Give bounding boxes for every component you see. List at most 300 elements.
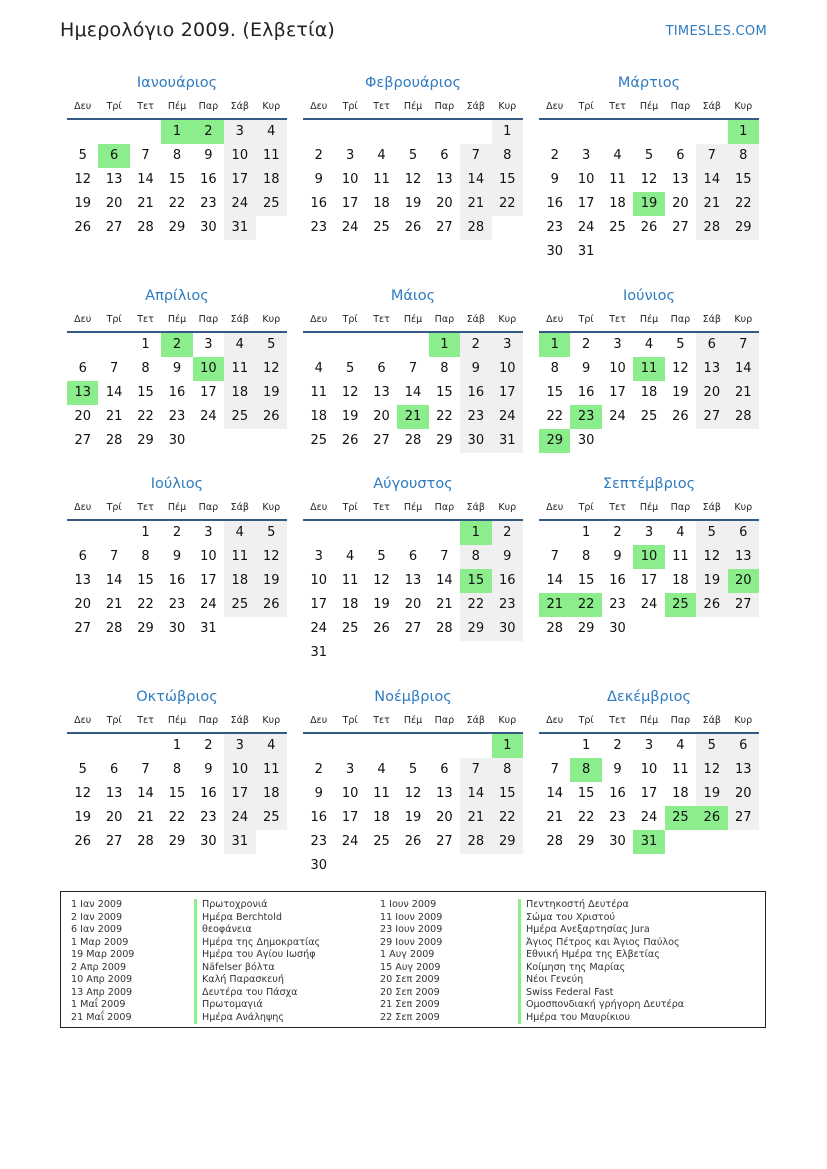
empty-cell xyxy=(539,734,570,758)
day-cell: 2 xyxy=(492,521,523,545)
weekday-label: Παρ xyxy=(434,502,455,513)
day-cell: 17 xyxy=(200,573,217,588)
day-cell: 13 xyxy=(105,786,123,801)
day-cell: 24 xyxy=(310,621,327,636)
day-cell: 18 xyxy=(224,381,255,405)
day-cell: 11 xyxy=(373,172,390,187)
day-cell: 27 xyxy=(373,433,390,448)
holiday-dates-column-1 xyxy=(71,899,134,1024)
day-cell: 15 xyxy=(577,786,595,801)
day-cell: 4 xyxy=(256,120,287,144)
day-cell: 16 xyxy=(609,786,626,801)
day-cell: 30 xyxy=(310,858,327,873)
day-cell: 28 xyxy=(728,405,759,429)
days-grid xyxy=(539,521,759,641)
weekday-label: Δευ xyxy=(310,314,328,325)
day-cell: 27 xyxy=(105,834,123,849)
day-cell: 3 xyxy=(581,148,591,163)
day-cell: 18 xyxy=(373,810,390,825)
holiday-day-cell: 25 xyxy=(665,593,696,617)
day-cell: 24 xyxy=(224,192,255,216)
day-cell: 8 xyxy=(141,361,150,376)
weekday-label: Σάβ xyxy=(230,715,249,726)
day-cell: 2 xyxy=(613,738,622,753)
day-cell: 18 xyxy=(256,168,287,192)
day-cell: 26 xyxy=(404,834,422,849)
day-cell: 6 xyxy=(676,148,685,163)
day-cell: 9 xyxy=(172,361,182,376)
empty-cell xyxy=(303,333,334,357)
weekday-label: Πέμ xyxy=(167,502,187,513)
weekday-label: Παρ xyxy=(198,502,219,513)
holiday-name: Πρωτομαγιά xyxy=(194,999,320,1012)
empty-cell xyxy=(98,734,129,758)
day-cell: 8 xyxy=(492,144,523,168)
holiday-day-cell: 1 xyxy=(539,333,570,357)
holiday-name: Δευτέρα του Πάσχα xyxy=(194,987,320,1000)
month-calendar xyxy=(67,283,287,471)
day-cell: 12 xyxy=(404,786,422,801)
days-grid xyxy=(303,734,523,878)
day-cell: 18 xyxy=(672,573,689,588)
day-cell: 23 xyxy=(492,593,523,617)
day-cell: 26 xyxy=(74,834,91,849)
day-cell: 4 xyxy=(644,337,654,352)
site-link[interactable]: TIMESLES.COM xyxy=(665,24,767,39)
weekday-label: Δευ xyxy=(546,715,564,726)
holiday-date: 15 Αυγ 2009 xyxy=(380,961,441,973)
holiday-day-cell: 10 xyxy=(633,545,664,569)
day-cell: 30 xyxy=(577,433,595,448)
holiday-names-column-1 xyxy=(194,899,320,1024)
holiday-date: 1 Μαΐ 2009 xyxy=(71,999,126,1010)
holiday-day-cell: 22 xyxy=(570,593,601,617)
day-cell: 5 xyxy=(345,361,355,376)
weekday-label: Σάβ xyxy=(466,314,485,325)
day-cell: 28 xyxy=(546,621,563,636)
weekday-label: Δευ xyxy=(310,715,328,726)
holiday-name: Σώμα του Χριστού xyxy=(518,912,684,925)
weekday-label: Δευ xyxy=(74,502,92,513)
day-cell: 15 xyxy=(137,385,154,400)
day-cell: 28 xyxy=(137,220,154,235)
day-cell: 18 xyxy=(373,196,390,211)
weekday-label: Τρί xyxy=(106,502,122,513)
day-cell: 10 xyxy=(341,786,359,801)
month-name: Μάρτιος xyxy=(617,75,681,91)
day-cell: 25 xyxy=(373,220,390,235)
empty-cell xyxy=(334,521,365,545)
day-cell: 5 xyxy=(696,734,727,758)
day-cell: 12 xyxy=(404,172,422,187)
day-cell: 3 xyxy=(204,525,213,540)
days-grid xyxy=(67,734,287,854)
month-calendar xyxy=(67,684,287,874)
day-cell: 14 xyxy=(137,786,154,801)
day-cell: 21 xyxy=(137,196,154,211)
day-cell: 21 xyxy=(696,192,727,216)
holiday-date: 10 Απρ 2009 xyxy=(71,974,133,985)
day-cell: 3 xyxy=(345,762,355,777)
holiday-name: Swiss Federal Fast xyxy=(518,987,684,1000)
day-cell: 19 xyxy=(696,782,727,806)
day-cell: 22 xyxy=(492,192,523,216)
weekday-label: Τρί xyxy=(578,715,594,726)
day-cell: 19 xyxy=(341,409,359,424)
weekday-label: Τρί xyxy=(342,314,358,325)
day-cell: 10 xyxy=(310,573,327,588)
day-cell: 4 xyxy=(676,525,685,540)
day-cell: 31 xyxy=(577,244,595,259)
empty-cell xyxy=(539,120,570,144)
weekday-label: Τρί xyxy=(578,314,594,325)
day-cell: 28 xyxy=(460,830,491,854)
day-cell: 17 xyxy=(577,196,595,211)
day-cell: 28 xyxy=(105,433,123,448)
day-cell: 27 xyxy=(436,834,453,849)
day-cell: 15 xyxy=(492,168,523,192)
day-cell: 26 xyxy=(640,220,658,235)
month-calendar xyxy=(303,70,523,283)
weekday-label: Δευ xyxy=(74,715,92,726)
day-cell: 14 xyxy=(460,168,491,192)
holiday-day-cell: 2 xyxy=(193,120,224,144)
day-cell: 16 xyxy=(168,573,186,588)
weekday-header xyxy=(67,309,287,333)
day-cell: 12 xyxy=(640,172,658,187)
day-cell: 18 xyxy=(672,786,689,801)
day-cell: 16 xyxy=(546,196,563,211)
day-cell: 4 xyxy=(224,333,255,357)
day-cell: 15 xyxy=(577,573,595,588)
holiday-day-cell: 21 xyxy=(397,405,428,429)
day-cell: 23 xyxy=(200,810,217,825)
weekday-label: Κυρ xyxy=(498,715,517,726)
weekday-label: Παρ xyxy=(434,715,455,726)
empty-cell xyxy=(334,734,365,758)
day-cell: 11 xyxy=(310,385,327,400)
day-cell: 17 xyxy=(640,786,658,801)
weekday-label: Σάβ xyxy=(230,101,249,112)
weekday-label: Τρί xyxy=(342,101,358,112)
day-cell: 19 xyxy=(404,810,422,825)
day-cell: 12 xyxy=(256,357,287,381)
day-cell: 28 xyxy=(696,216,727,240)
day-cell: 27 xyxy=(105,220,123,235)
day-cell: 24 xyxy=(640,810,658,825)
day-cell: 2 xyxy=(581,337,591,352)
day-cell: 4 xyxy=(314,361,323,376)
day-cell: 16 xyxy=(200,172,217,187)
day-cell: 8 xyxy=(550,361,559,376)
weekday-label: Τετ xyxy=(373,502,390,513)
day-cell: 15 xyxy=(168,172,186,187)
weekday-label: Τρί xyxy=(106,314,122,325)
day-cell: 29 xyxy=(168,220,186,235)
day-cell: 18 xyxy=(310,409,327,424)
day-cell: 19 xyxy=(672,385,689,400)
holiday-day-cell: 19 xyxy=(633,192,664,216)
day-cell: 28 xyxy=(137,834,154,849)
day-cell: 12 xyxy=(341,385,359,400)
day-cell: 7 xyxy=(109,361,119,376)
day-cell: 3 xyxy=(644,525,654,540)
empty-cell xyxy=(98,521,129,545)
day-cell: 29 xyxy=(577,621,595,636)
day-cell: 9 xyxy=(204,148,213,163)
holiday-day-cell: 11 xyxy=(633,357,664,381)
day-cell: 14 xyxy=(137,172,154,187)
day-cell: 15 xyxy=(168,786,186,801)
day-cell: 21 xyxy=(728,381,759,405)
day-cell: 13 xyxy=(74,573,91,588)
weekday-label: Παρ xyxy=(670,101,691,112)
day-cell: 23 xyxy=(200,196,217,211)
holiday-date: 1 Μαρ 2009 xyxy=(71,936,129,948)
day-cell: 29 xyxy=(728,216,759,240)
day-cell: 25 xyxy=(224,405,255,429)
weekday-header xyxy=(303,710,523,734)
day-cell: 12 xyxy=(74,172,91,187)
holiday-day-cell: 2 xyxy=(161,333,192,357)
day-cell: 15 xyxy=(492,782,523,806)
holiday-day-cell: 31 xyxy=(633,830,664,854)
weekday-label: Παρ xyxy=(198,314,219,325)
empty-cell xyxy=(460,120,491,144)
day-cell: 27 xyxy=(74,433,91,448)
day-cell: 17 xyxy=(341,196,359,211)
holiday-date: 20 Σεπ 2009 xyxy=(380,986,440,998)
day-cell: 29 xyxy=(492,830,523,854)
holiday-day-cell: 1 xyxy=(728,120,759,144)
day-cell: 23 xyxy=(310,834,327,849)
holiday-name: Κοίμηση της Μαρίας xyxy=(518,962,684,975)
weekday-label: Δευ xyxy=(310,502,328,513)
day-cell: 21 xyxy=(460,806,491,830)
holiday-day-cell: 6 xyxy=(98,144,129,168)
day-cell: 14 xyxy=(460,782,491,806)
day-cell: 30 xyxy=(200,220,217,235)
holiday-day-cell: 1 xyxy=(492,734,523,758)
day-cell: 29 xyxy=(137,433,154,448)
day-cell: 7 xyxy=(696,144,727,168)
day-cell: 7 xyxy=(550,549,559,564)
weekday-label: Σάβ xyxy=(466,715,485,726)
days-grid xyxy=(303,333,523,453)
weekday-label: Τρί xyxy=(106,101,122,112)
days-grid xyxy=(303,521,523,665)
month-calendar xyxy=(539,283,759,471)
day-cell: 3 xyxy=(613,337,622,352)
day-cell: 5 xyxy=(696,521,727,545)
weekday-label: Πέμ xyxy=(167,101,187,112)
day-cell: 3 xyxy=(492,333,523,357)
empty-cell xyxy=(665,120,696,144)
holiday-day-cell: 21 xyxy=(539,593,570,617)
day-cell: 20 xyxy=(672,196,689,211)
day-cell: 22 xyxy=(168,810,186,825)
day-cell: 25 xyxy=(256,192,287,216)
day-cell: 21 xyxy=(105,597,123,612)
day-cell: 16 xyxy=(200,786,217,801)
day-cell: 23 xyxy=(609,810,626,825)
day-cell: 24 xyxy=(492,405,523,429)
holiday-name: θεοφάνεια xyxy=(194,924,320,937)
day-cell: 2 xyxy=(314,762,323,777)
weekday-label: Πέμ xyxy=(639,101,659,112)
days-grid xyxy=(539,120,759,264)
weekday-label: Κυρ xyxy=(262,101,281,112)
weekday-label: Κυρ xyxy=(498,101,517,112)
day-cell: 18 xyxy=(609,196,626,211)
day-cell: 22 xyxy=(137,409,154,424)
day-cell: 22 xyxy=(546,409,563,424)
day-cell: 14 xyxy=(546,573,563,588)
day-cell: 7 xyxy=(141,148,150,163)
month-calendar xyxy=(303,684,523,874)
day-cell: 4 xyxy=(224,521,255,545)
holiday-date: 21 Μαΐ 2009 xyxy=(71,1011,132,1023)
day-cell: 2 xyxy=(460,333,491,357)
weekday-header xyxy=(67,497,287,521)
day-cell: 22 xyxy=(436,409,453,424)
day-cell: 17 xyxy=(640,573,658,588)
day-cell: 9 xyxy=(460,357,491,381)
day-cell: 3 xyxy=(204,337,213,352)
day-cell: 27 xyxy=(672,220,689,235)
weekday-label: Πέμ xyxy=(167,715,187,726)
month-calendar xyxy=(539,70,759,283)
holiday-name: Ημέρα Ανεξαρτησίας Jura xyxy=(518,924,684,937)
day-cell: 25 xyxy=(609,220,626,235)
day-cell: 27 xyxy=(436,220,453,235)
day-cell: 9 xyxy=(613,762,622,777)
empty-cell xyxy=(303,521,334,545)
days-grid xyxy=(539,734,759,854)
holiday-name: Εθνική Ημέρα της Ελβετίας xyxy=(518,949,684,962)
weekday-header xyxy=(303,96,523,120)
day-cell: 10 xyxy=(224,144,255,168)
day-cell: 20 xyxy=(404,597,422,612)
day-cell: 20 xyxy=(696,381,727,405)
day-cell: 7 xyxy=(141,762,150,777)
day-cell: 31 xyxy=(224,216,255,240)
day-cell: 7 xyxy=(109,549,119,564)
day-cell: 13 xyxy=(404,573,422,588)
day-cell: 7 xyxy=(460,758,491,782)
day-cell: 16 xyxy=(609,573,626,588)
empty-cell xyxy=(429,734,460,758)
day-cell: 16 xyxy=(168,385,186,400)
weekday-label: Παρ xyxy=(670,502,691,513)
day-cell: 20 xyxy=(105,196,123,211)
day-cell: 20 xyxy=(436,810,453,825)
holiday-dates-column-2 xyxy=(380,899,442,1024)
day-cell: 15 xyxy=(546,385,563,400)
holiday-name: Πεντηκοστή Δευτέρα xyxy=(518,899,684,912)
day-cell: 1 xyxy=(492,120,523,144)
day-cell: 5 xyxy=(256,333,287,357)
day-cell: 3 xyxy=(224,120,255,144)
day-cell: 4 xyxy=(377,148,386,163)
holiday-day-cell: 10 xyxy=(193,357,224,381)
month-name: Ιούνιος xyxy=(623,288,675,304)
day-cell: 30 xyxy=(609,621,626,636)
day-cell: 1 xyxy=(141,525,150,540)
day-cell: 26 xyxy=(672,409,689,424)
day-cell: 14 xyxy=(105,385,123,400)
day-cell: 17 xyxy=(341,810,359,825)
day-cell: 2 xyxy=(204,738,213,753)
day-cell: 9 xyxy=(550,172,559,187)
day-cell: 3 xyxy=(345,148,355,163)
empty-cell xyxy=(397,333,428,357)
day-cell: 5 xyxy=(676,337,685,352)
weekday-label: Δευ xyxy=(546,502,564,513)
holiday-date: 1 Ιαν 2009 xyxy=(71,899,123,910)
holiday-date: 22 Σεπ 2009 xyxy=(380,1011,440,1023)
weekday-label: Παρ xyxy=(198,101,219,112)
day-cell: 9 xyxy=(492,545,523,569)
day-cell: 15 xyxy=(137,573,154,588)
weekday-label: Δευ xyxy=(546,101,564,112)
weekday-header xyxy=(67,96,287,120)
day-cell: 2 xyxy=(550,148,559,163)
holiday-name: Ημέρα του Αγίου Ιωσήφ xyxy=(194,949,320,962)
month-calendar xyxy=(67,471,287,684)
day-cell: 14 xyxy=(436,573,453,588)
day-cell: 30 xyxy=(546,244,563,259)
day-cell: 26 xyxy=(74,220,91,235)
day-cell: 27 xyxy=(74,621,91,636)
weekday-label: Πέμ xyxy=(403,502,423,513)
day-cell: 5 xyxy=(256,521,287,545)
day-cell: 29 xyxy=(168,834,186,849)
day-cell: 11 xyxy=(256,144,287,168)
day-cell: 8 xyxy=(172,762,182,777)
day-cell: 25 xyxy=(256,806,287,830)
weekday-label: Τετ xyxy=(137,715,154,726)
month-calendar xyxy=(539,684,759,874)
day-cell: 1 xyxy=(141,337,150,352)
day-cell: 3 xyxy=(314,549,323,564)
day-cell: 2 xyxy=(314,148,323,163)
day-cell: 30 xyxy=(460,429,491,453)
day-cell: 24 xyxy=(341,220,359,235)
day-cell: 28 xyxy=(404,433,422,448)
weekday-label: Δευ xyxy=(546,314,564,325)
empty-cell xyxy=(570,120,601,144)
weekday-label: Πέμ xyxy=(403,314,423,325)
day-cell: 19 xyxy=(74,810,91,825)
day-cell: 24 xyxy=(341,834,359,849)
day-cell: 12 xyxy=(696,545,727,569)
weekday-label: Τετ xyxy=(137,502,154,513)
weekday-label: Πέμ xyxy=(639,314,659,325)
holiday-date: 2 Απρ 2009 xyxy=(71,961,127,973)
day-cell: 25 xyxy=(373,834,390,849)
weekday-label: Τετ xyxy=(609,715,626,726)
month-name: Ιανουάριος xyxy=(136,75,218,91)
day-cell: 9 xyxy=(314,786,323,801)
holiday-date: 1 Ιουν 2009 xyxy=(380,899,437,910)
day-cell: 16 xyxy=(310,810,327,825)
day-cell: 6 xyxy=(408,549,418,564)
day-cell: 15 xyxy=(728,168,759,192)
day-cell: 5 xyxy=(408,148,418,163)
holiday-date: 29 Ιουν 2009 xyxy=(380,936,443,948)
empty-cell xyxy=(67,333,98,357)
